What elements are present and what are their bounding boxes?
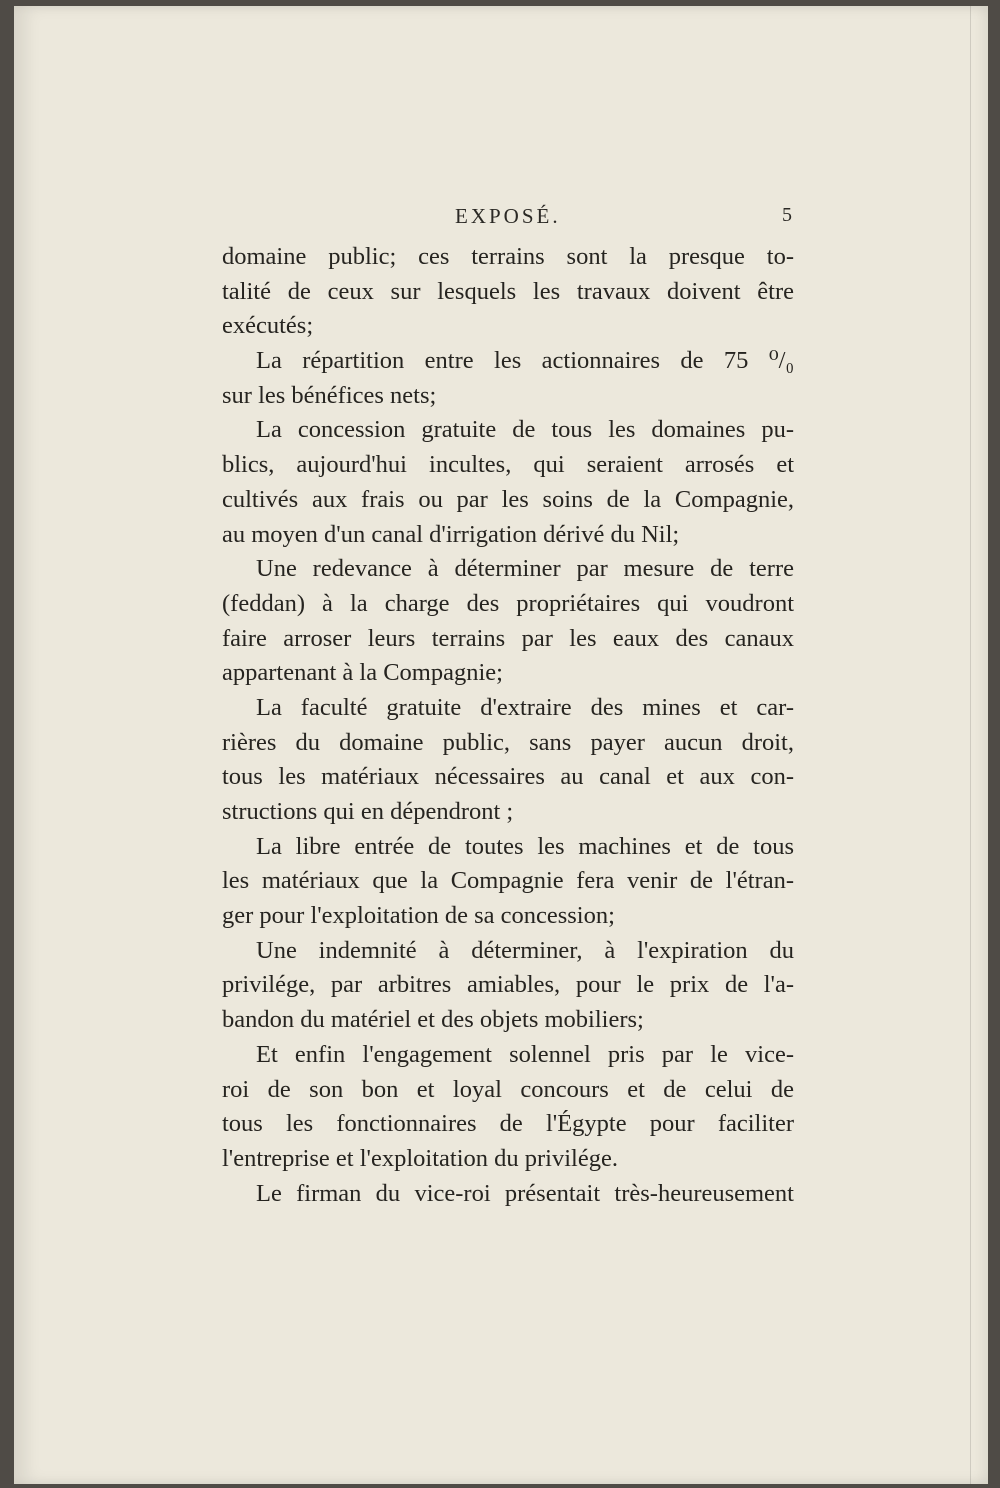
text-line: appartenant à la Compagnie; <box>222 659 503 687</box>
text-line: La faculté gratuite d'extraire des mines et car- <box>256 693 794 721</box>
page-edge-shadow <box>970 6 971 1484</box>
text-line: privilége, par arbitres amiables, pour le prix de l'a- <box>222 971 794 999</box>
text-line: les matériaux que la Compagnie fera venir de l'étran- <box>222 867 794 895</box>
text-line: talité de ceux sur lesquels les travaux doivent être <box>222 277 794 305</box>
text-line: ger pour l'exploitation de sa concession; <box>222 902 615 930</box>
text-line: Le firman du vice-roi présentait très-heureusement <box>256 1179 794 1207</box>
text-line: cultivés aux frais ou par les soins de la Compagnie, <box>222 485 794 513</box>
body-text <box>222 240 794 1211</box>
text-line: structions qui en dépendront ; <box>222 798 514 825</box>
text-line: La répartition entre les actionnaires de 75 ⁰/₀ <box>256 347 794 375</box>
text-line: domaine public; ces terrains sont la presque to- <box>222 243 794 270</box>
running-head <box>220 204 792 234</box>
text-line: sur les bénéfices nets; <box>222 381 437 409</box>
text-line: La concession gratuite de tous les domaines pu- <box>256 416 794 444</box>
text-line: tous les matériaux nécessaires au canal et aux con- <box>222 763 794 791</box>
text-line: au moyen d'un canal d'irrigation dérivé du Nil; <box>222 520 680 548</box>
text-line: roi de son bon et loyal concours et de celui de <box>222 1075 794 1103</box>
text-line: l'entreprise et l'exploitation du privilége. <box>222 1144 618 1172</box>
running-title: EXPOSÉ. <box>455 204 561 228</box>
text-line: Une redevance à déterminer par mesure de terre <box>256 555 794 583</box>
text-line: La libre entrée de toutes les machines et de tous <box>256 832 794 860</box>
text-line: rières du domaine public, sans payer aucun droit, <box>222 728 794 756</box>
text-line: faire arroser leurs terrains par les eaux des canaux <box>222 624 794 652</box>
text-line: bandon du matériel et des objets mobiliers; <box>222 1006 644 1034</box>
text-line: exécutés; <box>222 312 314 340</box>
page-number: 5 <box>782 204 792 226</box>
text-line: Et enfin l'engagement solennel pris par le vice- <box>256 1040 794 1068</box>
text-line: blics, aujourd'hui incultes, qui seraient arrosés et <box>222 451 794 479</box>
text-line: tous les fonctionnaires de l'Égypte pour faciliter <box>222 1110 794 1138</box>
text-line: (feddan) à la charge des propriétaires qui voudront <box>222 589 794 617</box>
text-line: Une indemnité à déterminer, à l'expiration du <box>256 936 794 964</box>
